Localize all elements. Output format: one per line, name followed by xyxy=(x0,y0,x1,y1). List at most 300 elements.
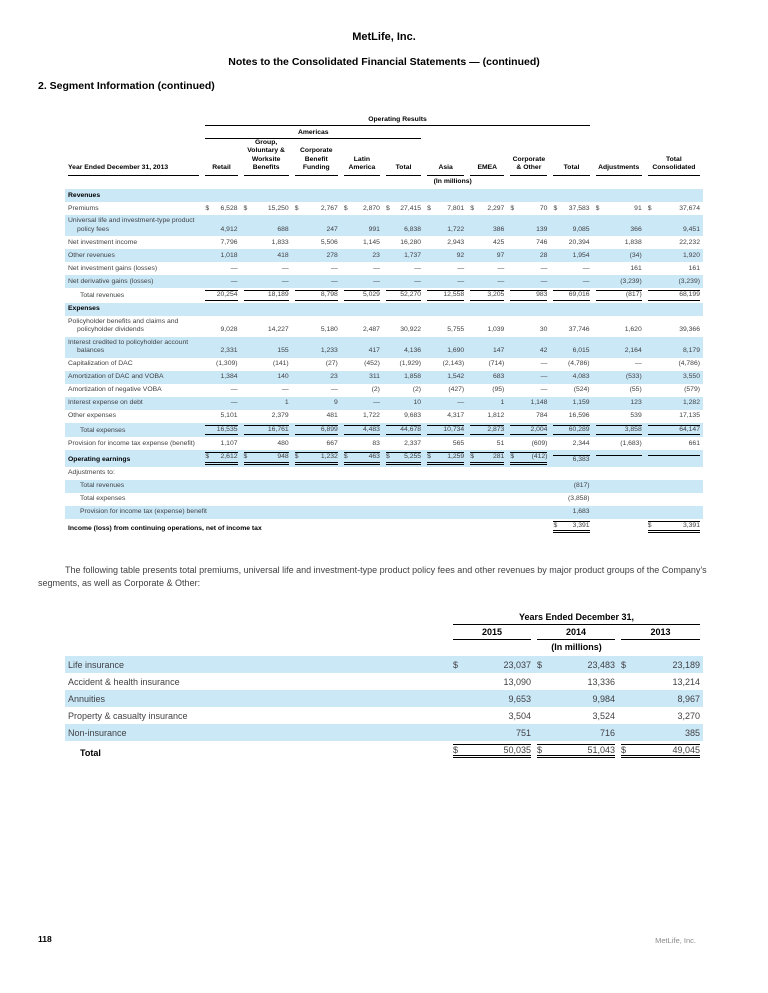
value-cell: — xyxy=(202,275,240,288)
value-cell: $ 281 xyxy=(467,450,507,466)
value-cell: 386 xyxy=(467,215,507,236)
value-cell xyxy=(593,467,645,480)
table-row xyxy=(65,656,703,673)
value-cell: 385 xyxy=(618,724,703,741)
value-cell: (817) xyxy=(593,288,645,302)
table-row xyxy=(65,707,703,724)
table-row xyxy=(65,288,703,302)
value-cell: 16,596 xyxy=(568,412,590,420)
row-label-cell: Adjustments to: xyxy=(68,469,115,477)
value-cell: 68,199 xyxy=(645,288,703,302)
value-cell: — xyxy=(341,275,383,288)
value-cell: 20,254 xyxy=(202,288,240,302)
row-label-cell: Accident & health insurance xyxy=(68,677,180,687)
section-label-cell: Revenues xyxy=(65,189,703,202)
row-label-cell: Operating earnings xyxy=(65,450,202,466)
value-cell: 481 xyxy=(326,412,338,420)
value-cell: (524) xyxy=(573,386,590,394)
row-label-cell: Provision for income tax (expense) benefit xyxy=(65,506,550,519)
value-cell: 92 xyxy=(424,249,467,262)
value-cell: — xyxy=(424,397,467,410)
value-cell: $ 49,045 xyxy=(618,741,703,761)
table-row xyxy=(65,423,703,437)
value-cell: 139 xyxy=(507,215,550,236)
value-cell: $ 2,870 xyxy=(343,204,380,212)
value-cell: $ 463 xyxy=(341,450,383,466)
value-cell: 8,967 xyxy=(618,690,703,707)
value-cell: 1,620 xyxy=(624,326,642,334)
value-cell: $ 51,043 xyxy=(534,741,618,761)
table-row xyxy=(65,275,703,288)
value-cell: (1,683) xyxy=(620,439,642,447)
value-cell: 16,535 xyxy=(202,423,240,437)
value-cell: 1,107 xyxy=(220,439,238,447)
value-cell: 2,379 xyxy=(271,412,289,420)
value-cell xyxy=(593,506,645,519)
value-cell: 2,164 xyxy=(593,337,645,358)
value-cell: (1,929) xyxy=(399,360,422,368)
column-header-emea: EMEA xyxy=(470,164,504,175)
company-title: MetLife, Inc. xyxy=(352,31,416,43)
value-cell: 1,542 xyxy=(424,371,467,384)
value-cell: 480 xyxy=(277,439,289,447)
table-row xyxy=(65,316,703,337)
value-cell: 13,336 xyxy=(587,677,615,687)
product-table-header xyxy=(65,610,703,656)
value-cell: — xyxy=(424,275,467,288)
value-cell: 1,159 xyxy=(550,397,592,410)
value-cell: 10,734 xyxy=(424,423,467,437)
value-cell: (1,309) xyxy=(215,360,238,368)
row-label-cell: Capitalization of DAC xyxy=(68,360,133,368)
value-cell: 1,722 xyxy=(362,412,380,420)
value-cell: 751 xyxy=(450,724,534,741)
value-cell: $ 5,255 xyxy=(383,450,424,466)
value-cell: 22,232 xyxy=(679,238,700,246)
row-label-cell: Total revenues xyxy=(80,292,125,300)
column-header-corporate-benefit-funding: Corporate Benefit Funding xyxy=(295,147,338,175)
value-cell: (533) xyxy=(593,371,645,384)
row-label-cell: Total xyxy=(80,748,101,758)
table-row xyxy=(65,371,703,384)
table-row xyxy=(65,236,703,249)
value-cell: 10 xyxy=(383,397,424,410)
page-number: 118 xyxy=(38,934,52,944)
value-cell: (34) xyxy=(593,249,645,262)
value-cell: $ 6,528 xyxy=(205,204,238,212)
value-cell: 683 xyxy=(467,371,507,384)
value-cell: (2) xyxy=(412,386,422,394)
value-cell: 4,136 xyxy=(383,337,424,358)
value-cell: — xyxy=(582,264,590,272)
value-cell: 1,039 xyxy=(487,326,505,334)
value-cell: — xyxy=(230,264,238,272)
value-cell: 1,018 xyxy=(202,249,240,262)
table-row xyxy=(65,741,703,761)
value-cell: 3,504 xyxy=(508,711,531,721)
value-cell: 60,289 xyxy=(550,423,592,437)
column-header-2013: 2013 xyxy=(621,627,700,640)
value-cell: — xyxy=(331,264,338,272)
table-row xyxy=(65,189,703,202)
value-cell: 1,954 xyxy=(550,249,592,262)
value-cell: — xyxy=(230,386,238,394)
row-label-cell: Net investment income xyxy=(68,238,138,246)
row-label-cell: Net derivative gains (losses) xyxy=(65,275,202,288)
value-cell: 247 xyxy=(292,215,341,236)
value-cell: 9,028 xyxy=(220,326,238,334)
value-cell: 161 xyxy=(630,264,642,272)
value-cell: — xyxy=(281,386,289,394)
value-cell: $ 2,612 xyxy=(202,450,240,466)
value-cell: 9,451 xyxy=(645,215,703,236)
value-cell: 12,558 xyxy=(424,288,467,302)
value-cell: 52,270 xyxy=(383,288,424,302)
value-cell: $ (412) xyxy=(507,450,550,466)
section-label-cell: Expenses xyxy=(65,303,703,316)
column-header-latin-america: Latin America xyxy=(344,156,380,176)
value-cell: 1,145 xyxy=(362,238,380,246)
document-title: Notes to the Consolidated Financial Statements — (continued) xyxy=(228,56,540,68)
value-cell: (817) xyxy=(550,480,592,493)
value-cell: 5,755 xyxy=(447,326,465,334)
value-cell: $ 1,232 xyxy=(292,450,341,466)
value-cell: 539 xyxy=(630,412,642,420)
value-cell: 51 xyxy=(496,439,505,447)
value-cell: 661 xyxy=(688,439,700,447)
table-row xyxy=(65,724,703,741)
value-cell: 3,550 xyxy=(645,371,703,384)
column-header-retail: Retail xyxy=(205,164,237,175)
value-cell: 8,798 xyxy=(292,288,341,302)
value-cell: 23 xyxy=(292,371,341,384)
value-cell: 17,135 xyxy=(679,412,700,420)
value-cell: — xyxy=(373,264,380,272)
row-label-cell: Annuities xyxy=(65,690,450,707)
value-cell: 6,015 xyxy=(550,337,592,358)
in-millions-note-2: (In millions) xyxy=(551,642,602,652)
value-cell: (714) xyxy=(488,360,505,368)
value-cell: (427) xyxy=(448,386,465,394)
years-ended-header: Years Ended December 31, xyxy=(453,612,700,625)
value-cell: (95) xyxy=(492,386,505,394)
value-cell: 30 xyxy=(539,326,548,334)
value-cell: 366 xyxy=(593,215,645,236)
value-cell: (2) xyxy=(371,386,380,394)
value-cell: (3,858) xyxy=(568,495,590,503)
value-cell: — xyxy=(540,360,548,368)
value-cell: 5,029 xyxy=(341,288,383,302)
value-cell: 565 xyxy=(452,439,465,447)
row-label-cell: Total expenses xyxy=(65,423,202,437)
value-cell: 4,912 xyxy=(202,215,240,236)
value-cell: — xyxy=(414,264,422,272)
value-cell: 716 xyxy=(534,724,618,741)
value-cell xyxy=(645,467,703,480)
row-label-cell: Other revenues xyxy=(65,249,202,262)
value-cell: 23 xyxy=(341,249,383,262)
value-cell: 6,383 xyxy=(550,450,592,466)
value-cell: 9,984 xyxy=(534,690,618,707)
value-cell: (55) xyxy=(629,386,642,394)
value-cell: 2,004 xyxy=(507,423,550,437)
value-cell: 14,227 xyxy=(267,326,289,334)
value-cell: 140 xyxy=(241,371,292,384)
value-cell: — xyxy=(507,275,550,288)
value-cell: $ 2,297 xyxy=(470,204,505,212)
row-label-cell: Non-insurance xyxy=(65,724,450,741)
table-row xyxy=(65,437,703,450)
column-header-adjustments: Adjustments xyxy=(596,164,642,175)
value-cell: (4,786) xyxy=(568,360,590,368)
column-header-americas-total: Total xyxy=(386,164,421,175)
table-row xyxy=(65,262,703,275)
value-cell xyxy=(593,450,645,466)
table-row xyxy=(65,690,703,707)
row-label-cell: Other expenses xyxy=(68,412,116,420)
row-label-cell: Premiums xyxy=(68,204,99,212)
value-cell: 4,083 xyxy=(550,371,592,384)
row-label-cell: Interest expense on debt xyxy=(65,397,202,410)
value-cell: — xyxy=(457,264,465,272)
value-cell: (3,239) xyxy=(645,275,703,288)
value-cell: 1,148 xyxy=(507,397,550,410)
value-cell: 155 xyxy=(241,337,292,358)
table-row xyxy=(65,493,703,506)
value-cell: 983 xyxy=(507,288,550,302)
value-cell: — xyxy=(634,360,642,368)
value-cell xyxy=(645,450,703,466)
value-cell: 13,090 xyxy=(503,677,531,687)
value-cell: (4,786) xyxy=(678,360,700,368)
value-cell: 1 xyxy=(241,397,292,410)
column-header-2015: 2015 xyxy=(453,627,531,640)
table-row xyxy=(65,673,703,690)
value-cell: 425 xyxy=(492,238,505,246)
value-cell xyxy=(550,467,592,480)
value-cell: 746 xyxy=(536,238,548,246)
value-cell: 30,922 xyxy=(400,326,422,334)
column-header-total-consolidated: Total Consolidated xyxy=(648,156,700,176)
value-cell: 8,179 xyxy=(645,337,703,358)
row-label-cell: Interest credited to policyholder account balances xyxy=(65,337,202,358)
value-cell xyxy=(593,493,645,506)
row-label-cell: Property & casualty insurance xyxy=(68,711,188,721)
table-row xyxy=(65,215,703,236)
section-heading: 2. Segment Information (continued) xyxy=(38,80,215,92)
value-cell: 2,331 xyxy=(202,337,240,358)
value-cell xyxy=(645,480,703,493)
column-header-corporate-other: Corporate & Other xyxy=(510,156,547,176)
value-cell: 1,920 xyxy=(645,249,703,262)
table-row xyxy=(65,467,703,480)
value-cell: 1,233 xyxy=(292,337,341,358)
value-cell xyxy=(593,480,645,493)
value-cell: 64,147 xyxy=(645,423,703,437)
value-cell: 9,683 xyxy=(404,412,422,420)
value-cell: — xyxy=(331,386,338,394)
value-cell: $ 91 xyxy=(595,204,642,212)
value-cell: 2,873 xyxy=(467,423,507,437)
table-row xyxy=(65,506,703,519)
row-label-cell: Net investment gains (losses) xyxy=(68,264,158,272)
value-cell: 1,690 xyxy=(424,337,467,358)
value-cell: $ 27,415 xyxy=(385,204,422,212)
value-cell: 97 xyxy=(467,249,507,262)
value-cell: 6,838 xyxy=(383,215,424,236)
value-cell: 44,678 xyxy=(383,423,424,437)
footer-company: MetLife, Inc. xyxy=(655,936,696,945)
value-cell: 1,737 xyxy=(383,249,424,262)
table-row xyxy=(65,384,703,397)
value-cell: 5,101 xyxy=(220,412,238,420)
value-cell: 147 xyxy=(467,337,507,358)
product-table-body xyxy=(65,656,703,761)
value-cell: 667 xyxy=(326,439,338,447)
value-cell: 3,858 xyxy=(593,423,645,437)
value-cell: (452) xyxy=(364,360,380,368)
row-label-cell: Amortization of negative VOBA xyxy=(68,386,162,394)
row-label-cell: Life insurance xyxy=(65,656,450,673)
row-label-cell: Universal life and investment-type product policy fees xyxy=(65,215,202,236)
row-label-cell: Policyholder benefits and claims and policyholder dividends xyxy=(68,317,179,334)
value-cell: 278 xyxy=(292,249,341,262)
product-groups-table xyxy=(65,610,703,761)
value-cell: $ 2,767 xyxy=(294,204,338,212)
value-cell: (141) xyxy=(272,360,289,368)
value-cell xyxy=(645,493,703,506)
value-cell: 39,366 xyxy=(679,326,700,334)
column-header-group-voluntary: Group, Voluntary & Worksite Benefits xyxy=(244,139,289,176)
value-cell: (579) xyxy=(684,386,700,394)
column-header-total: Total xyxy=(553,164,589,175)
row-label-cell: Amortization of DAC and VOBA xyxy=(65,371,202,384)
table-row xyxy=(65,519,703,535)
value-cell: 2,487 xyxy=(362,326,380,334)
intro-paragraph: The following table presents total premiums, universal life and investment-type product policy fees and other revenues by major product groups of the Company’s segments, as well as Corporate & Other: xyxy=(38,565,707,588)
table-row xyxy=(65,202,703,215)
value-cell: 83 xyxy=(372,439,380,447)
value-cell: $ 1,259 xyxy=(424,450,467,466)
value-cell: 4,317 xyxy=(447,412,465,420)
value-cell: $ 70 xyxy=(510,204,548,212)
value-cell: 1,722 xyxy=(424,215,467,236)
value-cell: $ 3,391 xyxy=(645,519,703,535)
value-cell: (3,239) xyxy=(593,275,645,288)
value-cell: $ 37,583 xyxy=(553,204,590,212)
value-cell: 18,189 xyxy=(241,288,292,302)
value-cell: 5,506 xyxy=(320,238,338,246)
value-cell xyxy=(593,519,645,535)
value-cell: 42 xyxy=(507,337,550,358)
value-cell: 991 xyxy=(341,215,383,236)
table-row xyxy=(65,450,703,466)
value-cell: (2,143) xyxy=(442,360,465,368)
value-cell: $ 23,037 xyxy=(450,656,534,673)
table-row xyxy=(65,358,703,371)
segment-table-body xyxy=(65,189,703,535)
value-cell: — xyxy=(281,264,289,272)
value-cell: 16,761 xyxy=(241,423,292,437)
table-row xyxy=(65,397,703,410)
value-cell: — xyxy=(202,397,240,410)
table-row xyxy=(65,249,703,262)
value-cell: 5,180 xyxy=(320,326,338,334)
segment-table-header xyxy=(65,112,703,189)
table-row xyxy=(65,480,703,493)
value-cell: $ 23,189 xyxy=(618,656,703,673)
value-cell: (27) xyxy=(325,360,338,368)
value-cell: 1,282 xyxy=(645,397,703,410)
value-cell: 13,214 xyxy=(672,677,701,687)
column-header-2014: 2014 xyxy=(537,627,615,640)
value-cell: — xyxy=(550,275,592,288)
americas-group-header: Americas xyxy=(205,129,421,139)
value-cell: 37,746 xyxy=(568,326,590,334)
value-cell: 20,394 xyxy=(568,238,590,246)
value-cell: 1,683 xyxy=(550,506,592,519)
value-cell: $ 3,391 xyxy=(550,519,592,535)
in-millions-note: (In millions) xyxy=(433,177,472,185)
value-cell: 1,812 xyxy=(487,412,505,420)
column-header-asia: Asia xyxy=(427,164,464,175)
value-cell: 688 xyxy=(241,215,292,236)
value-cell: 69,016 xyxy=(550,288,592,302)
value-cell: 16,280 xyxy=(400,238,422,246)
table-row xyxy=(65,303,703,316)
value-cell: 784 xyxy=(536,412,548,420)
value-cell: 3,205 xyxy=(467,288,507,302)
value-cell: — xyxy=(540,386,548,394)
value-cell: 1,833 xyxy=(271,238,289,246)
value-cell: 9,653 xyxy=(450,690,534,707)
value-cell xyxy=(645,506,703,519)
value-cell: — xyxy=(507,371,550,384)
value-cell: 6,899 xyxy=(292,423,341,437)
value-cell: 2,344 xyxy=(572,439,590,447)
value-cell: 3,524 xyxy=(592,711,615,721)
value-cell: 4,483 xyxy=(341,423,383,437)
value-cell: $ 50,035 xyxy=(450,741,534,761)
value-cell: 161 xyxy=(688,264,700,272)
value-cell: 311 xyxy=(341,371,383,384)
table-row xyxy=(65,337,703,358)
value-cell: — xyxy=(383,275,424,288)
value-cell: 28 xyxy=(507,249,550,262)
value-cell: — xyxy=(467,275,507,288)
value-cell: — xyxy=(497,264,505,272)
row-label-cell: Income (loss) from continuing operations, net of income tax xyxy=(68,524,262,532)
value-cell: $ 948 xyxy=(241,450,292,466)
value-cell: 418 xyxy=(241,249,292,262)
value-cell: 3,270 xyxy=(677,711,701,721)
value-cell: — xyxy=(540,264,548,272)
value-cell: — xyxy=(292,275,341,288)
value-cell: $ 37,674 xyxy=(647,204,700,212)
row-label-cell: Total expenses xyxy=(80,495,126,503)
value-cell: 123 xyxy=(593,397,645,410)
operating-results-group-header: Operating Results xyxy=(205,116,589,126)
value-cell: 9,085 xyxy=(550,215,592,236)
value-cell: 1 xyxy=(467,397,507,410)
value-cell: — xyxy=(241,275,292,288)
value-cell: $ 7,801 xyxy=(427,204,465,212)
value-cell: 2,943 xyxy=(447,238,465,246)
value-cell: 417 xyxy=(341,337,383,358)
segment-operating-results-table xyxy=(65,112,703,535)
table-row xyxy=(65,410,703,423)
value-cell: $ 15,250 xyxy=(243,204,289,212)
